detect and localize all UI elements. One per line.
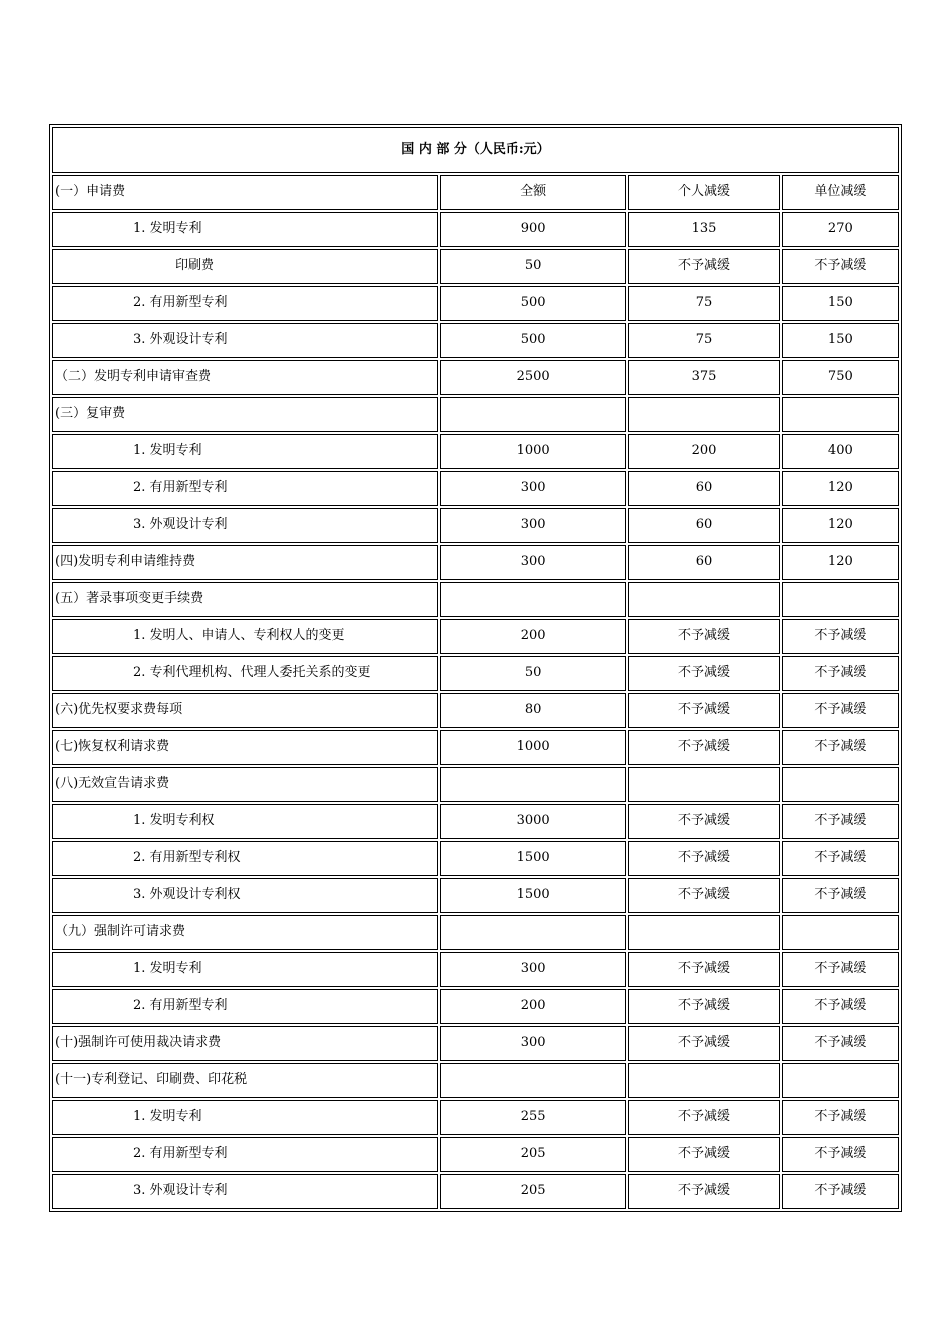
table-row	[52, 693, 899, 728]
full-amount-cell: 500	[440, 286, 626, 321]
full-amount-cell: 200	[440, 619, 626, 654]
table-row	[52, 212, 899, 247]
fee-item-label: 1. 发明专利	[52, 434, 438, 469]
unit-reduction-cell	[782, 1063, 899, 1098]
fee-item-label: 2. 有用新型专利	[52, 1137, 438, 1172]
unit-reduction-cell: 不予减缓	[782, 952, 899, 987]
table-row	[52, 1026, 899, 1061]
unit-reduction-cell: 不予减缓	[782, 693, 899, 728]
unit-reduction-cell: 不予减缓	[782, 656, 899, 691]
personal-reduction-cell: 不予减缓	[628, 989, 779, 1024]
full-amount-cell: 1500	[440, 841, 626, 876]
header-unit-reduction: 单位减缓	[782, 175, 899, 210]
personal-reduction-cell	[628, 397, 779, 432]
unit-reduction-cell	[782, 767, 899, 802]
table-row	[52, 397, 899, 432]
fee-item-label: (十一)专利登记、印刷费、印花税	[52, 1063, 438, 1098]
full-amount-cell: 50	[440, 249, 626, 284]
fee-item-label: 2. 有用新型专利权	[52, 841, 438, 876]
personal-reduction-cell: 135	[628, 212, 779, 247]
table-row	[52, 656, 899, 691]
personal-reduction-cell	[628, 767, 779, 802]
unit-reduction-cell: 120	[782, 508, 899, 543]
fee-item-label: 3. 外观设计专利权	[52, 878, 438, 913]
fee-table	[49, 124, 902, 1212]
fee-item-label: 1. 发明人、申请人、专利权人的变更	[52, 619, 438, 654]
table-row	[52, 767, 899, 802]
unit-reduction-cell: 150	[782, 323, 899, 358]
fee-item-label: 2. 有用新型专利	[52, 471, 438, 506]
personal-reduction-cell: 不予减缓	[628, 730, 779, 765]
full-amount-cell	[440, 915, 626, 950]
unit-reduction-cell: 400	[782, 434, 899, 469]
full-amount-cell: 300	[440, 1026, 626, 1061]
header-row	[52, 175, 899, 210]
fee-item-label: （二）发明专利申请审查费	[52, 360, 438, 395]
table-row	[52, 619, 899, 654]
table-row	[52, 989, 899, 1024]
unit-reduction-cell: 不予减缓	[782, 1137, 899, 1172]
unit-reduction-cell: 不予减缓	[782, 989, 899, 1024]
table-title: 国 内 部 分（人民币:元）	[52, 127, 899, 173]
fee-item-label: 3. 外观设计专利	[52, 1174, 438, 1209]
unit-reduction-cell: 不予减缓	[782, 878, 899, 913]
personal-reduction-cell: 不予减缓	[628, 1137, 779, 1172]
table-row	[52, 471, 899, 506]
full-amount-cell: 2500	[440, 360, 626, 395]
table-row	[52, 582, 899, 617]
unit-reduction-cell: 不予减缓	[782, 1100, 899, 1135]
unit-reduction-cell: 120	[782, 545, 899, 580]
full-amount-cell: 300	[440, 471, 626, 506]
full-amount-cell: 1000	[440, 730, 626, 765]
table-row	[52, 249, 899, 284]
fee-item-label: 印刷费	[52, 249, 438, 284]
fee-item-label: (三）复审费	[52, 397, 438, 432]
header-full-amount: 全额	[440, 175, 626, 210]
table-row	[52, 730, 899, 765]
full-amount-cell: 205	[440, 1174, 626, 1209]
table-row	[52, 915, 899, 950]
full-amount-cell	[440, 582, 626, 617]
header-label: (一）申请费	[52, 175, 438, 210]
fee-item-label: (十)强制许可使用裁决请求费	[52, 1026, 438, 1061]
personal-reduction-cell: 60	[628, 508, 779, 543]
personal-reduction-cell: 不予减缓	[628, 804, 779, 839]
table-row	[52, 1174, 899, 1209]
fee-item-label: 1. 发明专利	[52, 952, 438, 987]
fee-item-label: 3. 外观设计专利	[52, 508, 438, 543]
unit-reduction-cell: 750	[782, 360, 899, 395]
full-amount-cell	[440, 397, 626, 432]
full-amount-cell: 200	[440, 989, 626, 1024]
table-row	[52, 286, 899, 321]
fee-item-label: 1. 发明专利权	[52, 804, 438, 839]
personal-reduction-cell: 不予减缓	[628, 878, 779, 913]
unit-reduction-cell: 150	[782, 286, 899, 321]
unit-reduction-cell: 不予减缓	[782, 730, 899, 765]
personal-reduction-cell: 200	[628, 434, 779, 469]
unit-reduction-cell: 不予减缓	[782, 249, 899, 284]
fee-item-label: (四)发明专利申请维持费	[52, 545, 438, 580]
unit-reduction-cell: 120	[782, 471, 899, 506]
personal-reduction-cell: 不予减缓	[628, 841, 779, 876]
unit-reduction-cell	[782, 397, 899, 432]
full-amount-cell: 300	[440, 545, 626, 580]
personal-reduction-cell: 不予减缓	[628, 1026, 779, 1061]
fee-item-label: (八)无效宣告请求费	[52, 767, 438, 802]
table-row	[52, 508, 899, 543]
full-amount-cell: 500	[440, 323, 626, 358]
fee-item-label: 3. 外观设计专利	[52, 323, 438, 358]
table-row	[52, 545, 899, 580]
full-amount-cell: 1500	[440, 878, 626, 913]
table-row	[52, 878, 899, 913]
fee-item-label: 2. 有用新型专利	[52, 286, 438, 321]
personal-reduction-cell: 不予减缓	[628, 249, 779, 284]
full-amount-cell: 300	[440, 508, 626, 543]
fee-table-body	[52, 127, 899, 1209]
unit-reduction-cell: 不予减缓	[782, 841, 899, 876]
full-amount-cell: 205	[440, 1137, 626, 1172]
fee-item-label: 2. 专利代理机构、代理人委托关系的变更	[52, 656, 438, 691]
table-row	[52, 434, 899, 469]
personal-reduction-cell: 60	[628, 545, 779, 580]
personal-reduction-cell	[628, 1063, 779, 1098]
personal-reduction-cell: 不予减缓	[628, 1174, 779, 1209]
fee-item-label: （九）强制许可请求费	[52, 915, 438, 950]
full-amount-cell: 80	[440, 693, 626, 728]
personal-reduction-cell	[628, 915, 779, 950]
full-amount-cell	[440, 767, 626, 802]
full-amount-cell: 900	[440, 212, 626, 247]
full-amount-cell: 255	[440, 1100, 626, 1135]
fee-item-label: (六)优先权要求费每项	[52, 693, 438, 728]
table-row	[52, 323, 899, 358]
fee-item-label: 1. 发明专利	[52, 212, 438, 247]
unit-reduction-cell: 不予减缓	[782, 1174, 899, 1209]
personal-reduction-cell	[628, 582, 779, 617]
fee-item-label: 2. 有用新型专利	[52, 989, 438, 1024]
table-row	[52, 1063, 899, 1098]
personal-reduction-cell: 75	[628, 286, 779, 321]
header-personal-reduction: 个人减缓	[628, 175, 779, 210]
personal-reduction-cell: 不予减缓	[628, 619, 779, 654]
table-row	[52, 841, 899, 876]
personal-reduction-cell: 375	[628, 360, 779, 395]
fee-item-label: (五）著录事项变更手续费	[52, 582, 438, 617]
fee-item-label: 1. 发明专利	[52, 1100, 438, 1135]
full-amount-cell: 1000	[440, 434, 626, 469]
personal-reduction-cell: 不予减缓	[628, 952, 779, 987]
full-amount-cell: 50	[440, 656, 626, 691]
personal-reduction-cell: 不予减缓	[628, 693, 779, 728]
unit-reduction-cell: 不予减缓	[782, 804, 899, 839]
unit-reduction-cell: 不予减缓	[782, 619, 899, 654]
title-row	[52, 127, 899, 173]
full-amount-cell	[440, 1063, 626, 1098]
personal-reduction-cell: 不予减缓	[628, 656, 779, 691]
fee-item-label: (七)恢复权利请求费	[52, 730, 438, 765]
full-amount-cell: 3000	[440, 804, 626, 839]
unit-reduction-cell: 不予减缓	[782, 1026, 899, 1061]
table-row	[52, 952, 899, 987]
table-row	[52, 804, 899, 839]
table-row	[52, 1100, 899, 1135]
table-row	[52, 1137, 899, 1172]
personal-reduction-cell: 75	[628, 323, 779, 358]
personal-reduction-cell: 60	[628, 471, 779, 506]
table-row	[52, 360, 899, 395]
full-amount-cell: 300	[440, 952, 626, 987]
personal-reduction-cell: 不予减缓	[628, 1100, 779, 1135]
unit-reduction-cell: 270	[782, 212, 899, 247]
unit-reduction-cell	[782, 582, 899, 617]
unit-reduction-cell	[782, 915, 899, 950]
